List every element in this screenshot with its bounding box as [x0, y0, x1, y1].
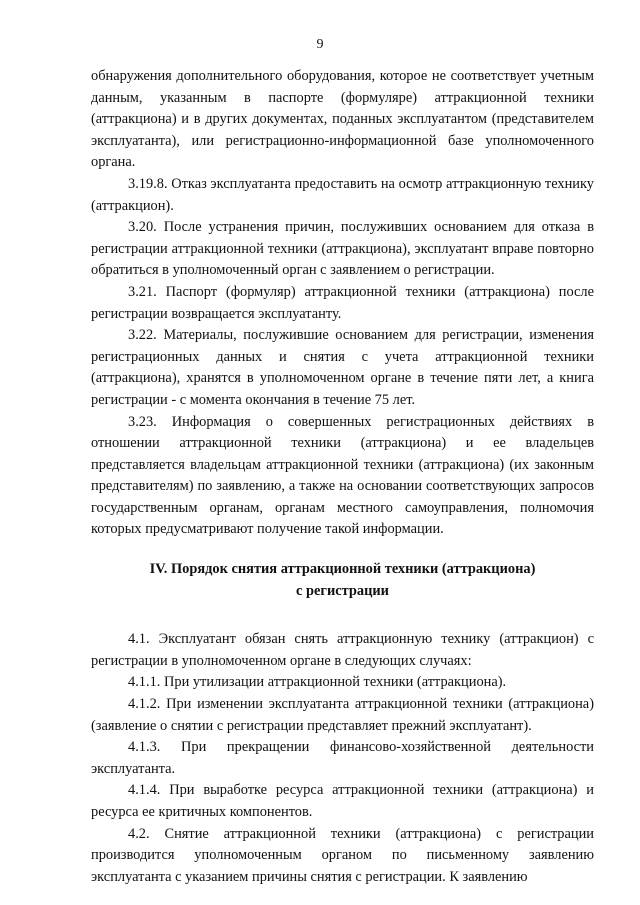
paragraph-4-1: 4.1. Эксплуатант обязан снять аттракционную технику (аттракцион) с регистрации в уполномоченном органе в следующих случаях:	[91, 631, 594, 669]
paragraph-3-22: 3.22. Материалы, послужившие основанием для регистрации, изменения регистрационных данных и снятия с учета аттракционной техники (аттракциона), хранятся в уполномоченном органе в течение пяти лет, а книга регистрации - с момента окончания в течение 75 лет.	[91, 327, 594, 408]
section-heading-line1: IV. Порядок снятия аттракционной техники (аттракциона)	[149, 561, 536, 578]
paragraph-4-1-3: 4.1.3. При прекращении финансово-хозяйственной деятельности эксплуатанта.	[91, 739, 594, 777]
paragraph-3-20: 3.20. После устранения причин, послуживших основанием для отказа в регистрации аттракционной техники (аттракциона), эксплуатант вправе повторно обратиться в уполномоченный орган с заявлением о регистрации.	[91, 219, 594, 279]
paragraph-4-1-1: 4.1.1. При утилизации аттракционной техники (аттракциона).	[128, 674, 507, 691]
paragraph-3-19-8: 3.19.8. Отказ эксплуатанта предоставить на осмотр аттракционную технику (аттракцион).	[91, 175, 594, 214]
paragraph-3-23: 3.23. Информация о совершенных регистрационных действиях в отношении аттракционной техники (аттракциона) и ее владельцев представляется владельцам аттракционной техники (аттракциона) (их законным представителям) по заявлению, а также на основании соответствующих запросов государственным органам, органам местного самоуправления, полномочия которых предусматривают получение такой информации.	[91, 413, 594, 538]
paragraph-continuation: обнаружения дополнительного оборудования, которое не соответствует учетным данным, указанным в паспорте (формуляре) аттракционной техники (аттракциона) и в других документах, поданных эксплуатантом (представителем эксплуатанта), или регистрационно-информационной базе уполномоченного органа.	[91, 68, 594, 171]
paragraph-3-21: 3.21. Паспорт (формуляр) аттракционной техники (аттракциона) после регистрации возвращается эксплуатанту.	[91, 283, 594, 322]
section-heading-line2: с регистрации	[296, 582, 389, 599]
paragraph-4-1-4: 4.1.4. При выработке ресурса аттракционной техники (аттракциона) и ресурса ее критичных компонентов.	[91, 782, 594, 820]
document-body	[91, 66, 594, 888]
paragraph-4-2: 4.2. Снятие аттракционной техники (аттракциона) с регистрации производится уполномоченным органом по письменному заявлению эксплуатанта с указанием причины снятия с регистрации. К заявлению	[91, 825, 594, 885]
page-number: 9	[316, 37, 324, 52]
section-heading	[91, 559, 594, 602]
paragraph-4-1-2: 4.1.2. При изменении эксплуатанта аттракционной техники (аттракциона) (заявление о снятии с регистрации представляет прежний эксплуатант).	[91, 696, 594, 734]
